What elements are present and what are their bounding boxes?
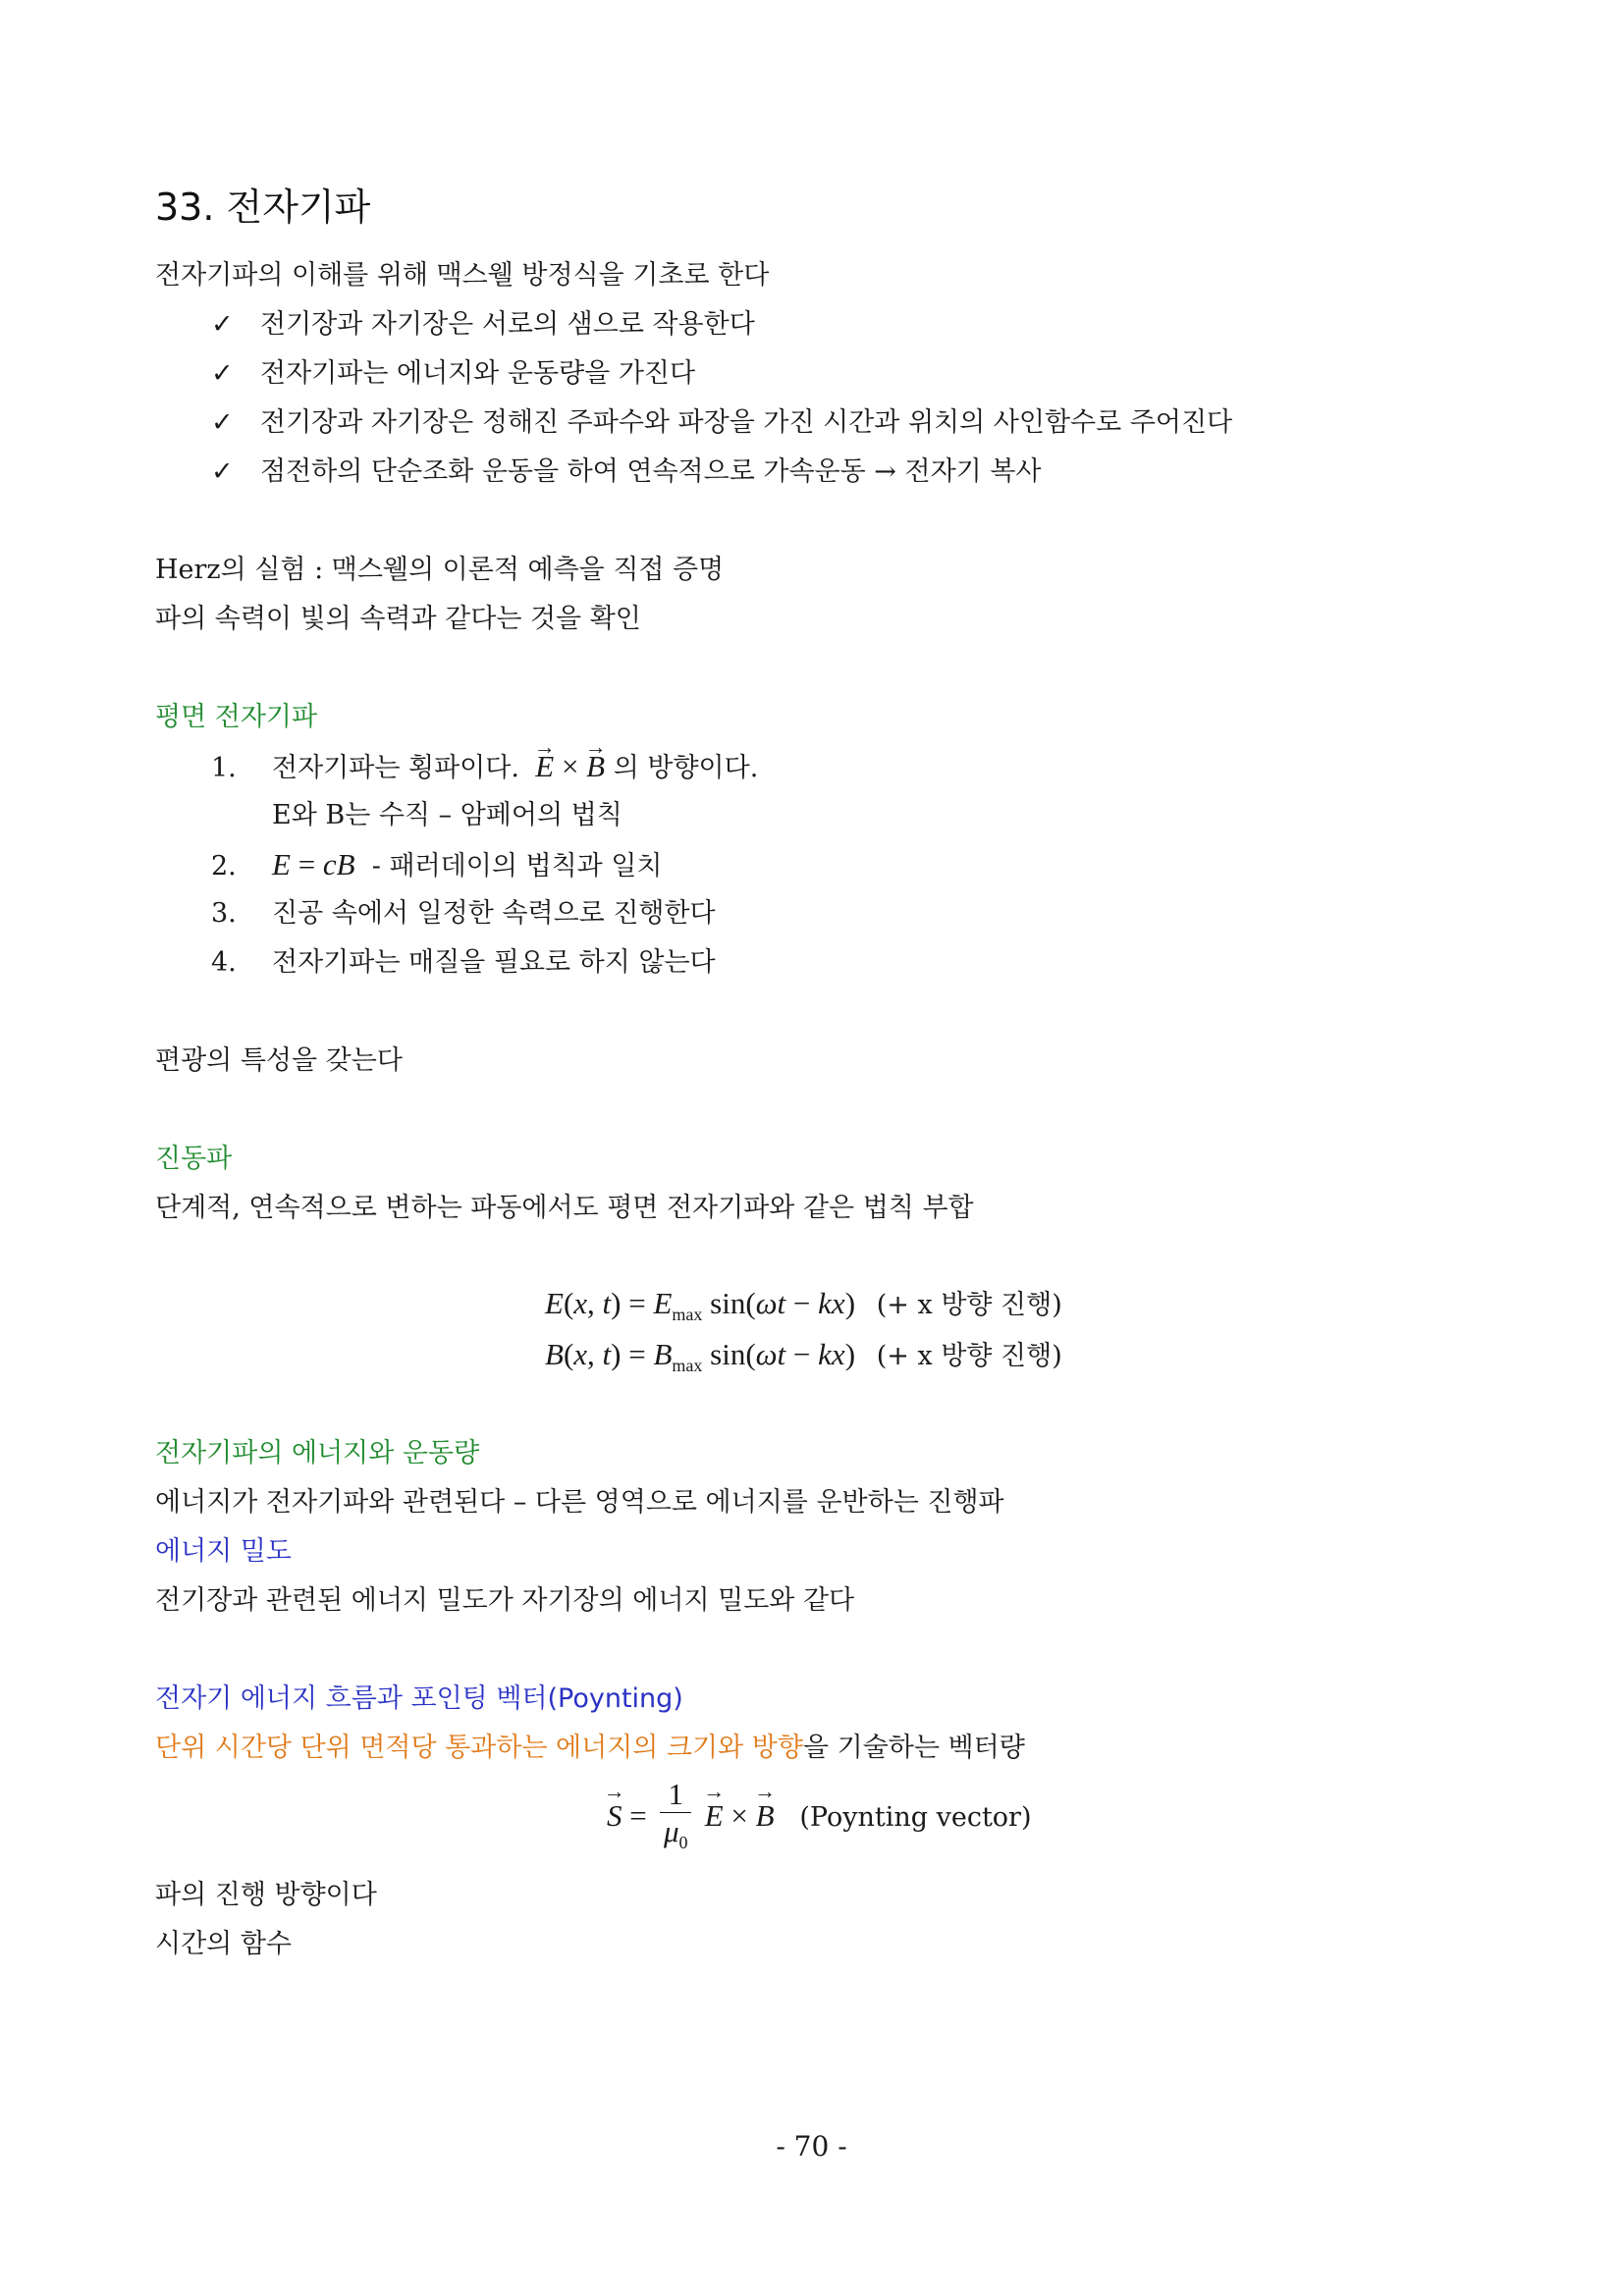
poynting-line: 파의 진행 방향이다: [155, 1880, 377, 1910]
bullet-item: ✓ 전자기파는 에너지와 운동량을 가진다: [211, 358, 696, 389]
plane-item-3: 3. 진공 속에서 일정한 속력으로 진행한다: [211, 898, 716, 929]
plane-item-1: 1. 전자기파는 횡파이다. → E × → B 의 방향이다.: [211, 750, 758, 785]
vibration-text: 단계적, 연속적으로 변하는 파동에서도 평면 전자기파와 같은 법칙 부합: [155, 1193, 974, 1223]
e-equals-cb-formula: E = cB: [272, 847, 355, 881]
highlighted-phrase: 단위 시간당 단위 면적당 통과하는 에너지의 크기와 방향: [155, 1733, 803, 1763]
polarization-text: 편광의 특성을 갖는다: [155, 1045, 403, 1076]
bullet-item: ✓ 점전하의 단순조화 운동을 하여 연속적으로 가속운동 → 전자기 복사: [211, 456, 1042, 487]
energy-text: 에너지가 전자기파와 관련된다 – 다른 영역으로 에너지를 운반하는 진행파: [155, 1487, 1004, 1518]
plane-item-2: 2. E = cB - 패러데이의 법칙과 일치: [211, 847, 663, 881]
plane-wave-heading: 평면 전자기파: [155, 702, 318, 732]
hertz-line: 파의 속력이 빛의 속력과 같다는 것을 확인: [155, 604, 641, 634]
poynting-description: 단위 시간당 단위 면적당 통과하는 에너지의 크기와 방향을 기술하는 벡터량: [155, 1733, 1025, 1763]
bullet-item: ✓ 전기장과 자기장은 정해진 주파수와 파장을 가진 시간과 위치의 사인함수로 주어진다: [211, 407, 1233, 438]
page-number: - 70 -: [776, 2130, 847, 2163]
b-wave-equation: B(x, $t) = B_{max}$ sin(ωt − kx) (+ x 방향 진행): [545, 1337, 1062, 1376]
page-title: [155, 177, 370, 231]
poynting-line: 시간의 함수: [155, 1929, 292, 1959]
energy-density-text: 전기장과 관련된 에너지 밀도가 자기장의 에너지 밀도와 같다: [155, 1585, 855, 1616]
poynting-equation: → S = $\frac{1}{\mu_0}$ → E × → B (Poynting vector): [607, 1777, 1032, 1861]
check-icon: ✓: [211, 309, 234, 340]
plane-item-1-sub: E와 B는 수직 – 암페어의 법칙: [272, 800, 622, 830]
section-number: 33.: [155, 186, 215, 229]
energy-heading: 전자기파의 에너지와 운동량: [155, 1438, 480, 1468]
bullet-item: ✓ 전기장과 자기장은 서로의 샘으로 작용한다: [211, 309, 755, 340]
section-title: 전자기파: [226, 186, 371, 229]
e-wave-equation: E(x, $t) = E_{max}$ sin(ωt − kx) (+ x 방향 진행): [545, 1286, 1062, 1325]
check-icon: ✓: [211, 456, 234, 487]
plane-item-4: 4. 전자기파는 매질을 필요로 하지 않는다: [211, 947, 716, 978]
poynting-heading: 전자기 에너지 흐름과 포인팅 벡터(Poynting): [155, 1683, 683, 1714]
check-icon: ✓: [211, 358, 234, 389]
energy-density-heading: 에너지 밀도: [155, 1536, 292, 1567]
cross-product-formula: → E × → B: [528, 749, 606, 783]
vibration-heading: 진동파: [155, 1144, 233, 1174]
intro-text: 전자기파의 이해를 위해 맥스웰 방정식을 기초로 한다: [155, 260, 770, 291]
check-icon: ✓: [211, 407, 234, 438]
hertz-line: Herz의 실험 : 맥스웰의 이론적 예측을 직접 증명: [155, 555, 725, 585]
